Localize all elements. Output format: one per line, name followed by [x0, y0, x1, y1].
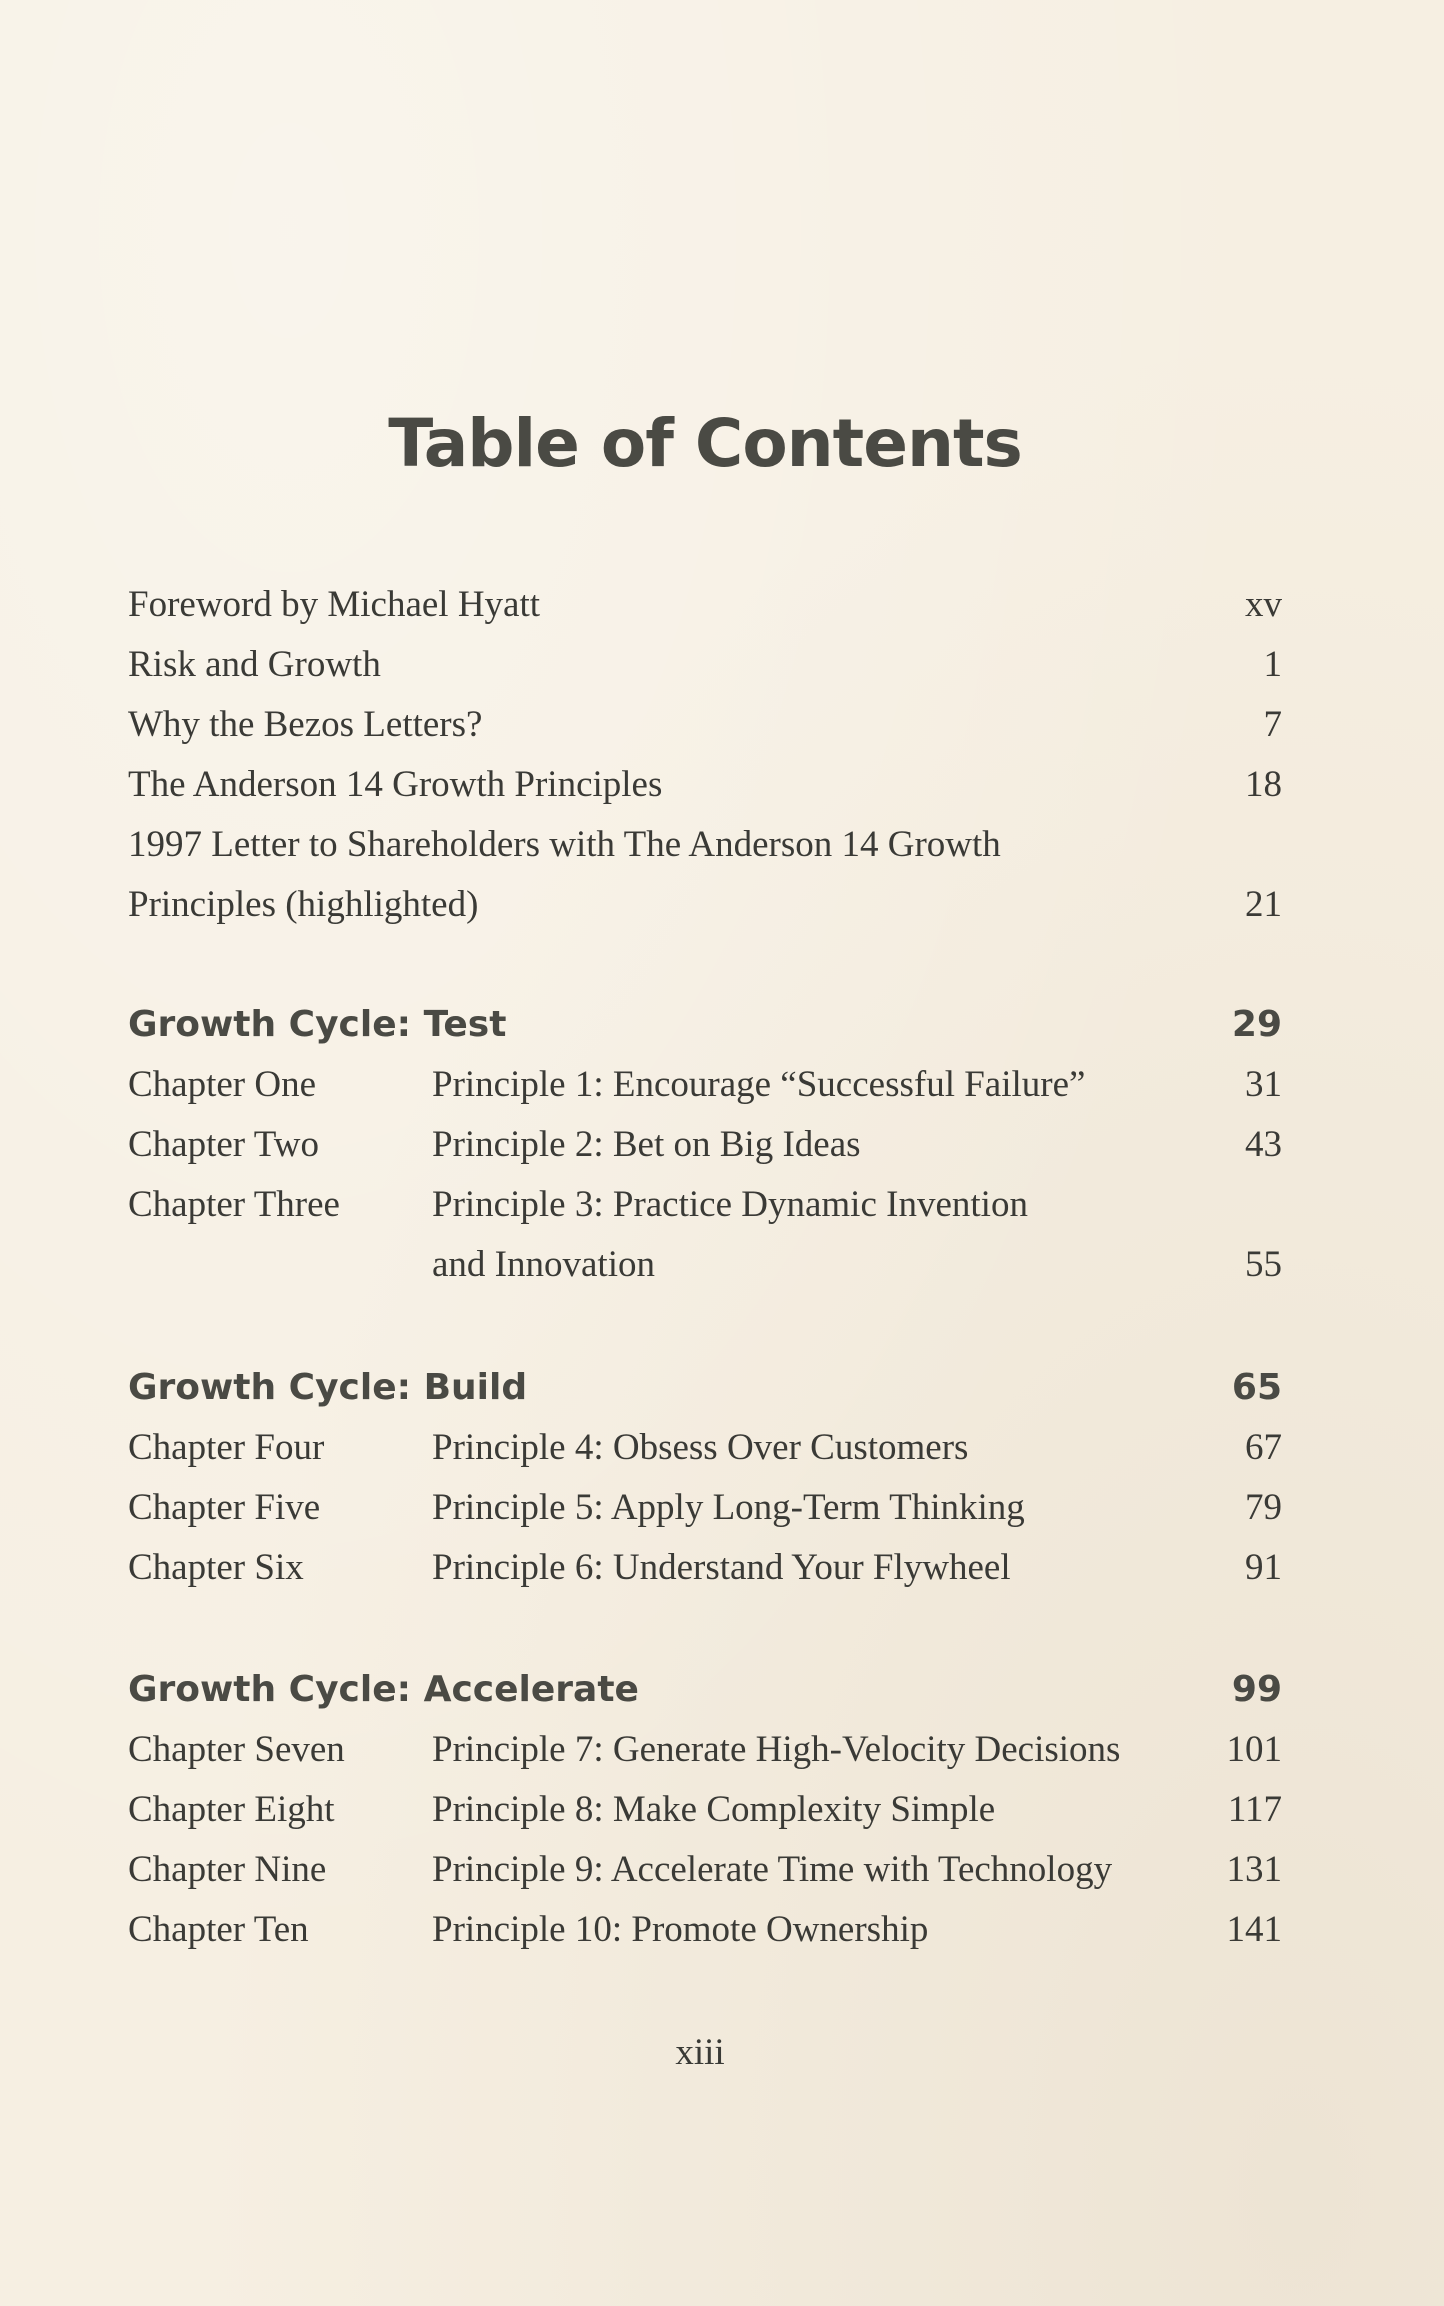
section-page: 29: [1231, 1004, 1282, 1045]
chapter-page: 31: [1245, 1064, 1282, 1105]
chapter-page: 67: [1245, 1427, 1282, 1468]
entry-page: 18: [1245, 764, 1282, 805]
entry-page: 1: [1263, 644, 1282, 685]
chapter-title: Principle 8: Make Complexity Simple: [432, 1789, 996, 1830]
toc-chapter-six[interactable]: [128, 1538, 1282, 1598]
chapter-title: Principle 2: Bet on Big Ideas: [432, 1124, 861, 1165]
section-heading-test[interactable]: [128, 995, 1282, 1055]
chapter-page: 79: [1245, 1487, 1282, 1528]
page-title: Table of Contents: [388, 405, 1022, 482]
chapter-title: Principle 3: Practice Dynamic Invention: [432, 1184, 1028, 1225]
toc-chapter-ten[interactable]: [128, 1900, 1282, 1960]
chapter-page: 55: [1245, 1244, 1282, 1285]
entry-page: xv: [1245, 584, 1282, 625]
chapter-title: Principle 9: Accelerate Time with Technology: [432, 1849, 1113, 1890]
chapter-label: Chapter Six: [128, 1547, 304, 1588]
toc-chapter-one[interactable]: [128, 1055, 1282, 1115]
chapter-page: 131: [1226, 1849, 1282, 1890]
toc-entry-foreword[interactable]: [128, 575, 1282, 635]
section-title: Growth Cycle: Accelerate: [128, 1669, 639, 1710]
chapter-title: Principle 7: Generate High-Velocity Decisions: [432, 1729, 1121, 1770]
entry-title: Foreword by Michael Hyatt: [128, 584, 541, 625]
toc-entry-1997-letter-cont[interactable]: [128, 875, 1282, 935]
toc-entry-anderson-principles[interactable]: [128, 755, 1282, 815]
entry-title-line2: Principles (highlighted): [128, 884, 479, 925]
chapter-title: Principle 4: Obsess Over Customers: [432, 1427, 969, 1468]
chapter-label: Chapter Nine: [128, 1849, 327, 1890]
chapter-label: Chapter Ten: [128, 1909, 309, 1950]
chapter-label: Chapter Seven: [128, 1729, 345, 1770]
chapter-label: Chapter One: [128, 1064, 317, 1105]
section-title: Growth Cycle: Build: [128, 1367, 528, 1408]
page-number-footer: xiii: [675, 2032, 725, 2073]
entry-page: 7: [1263, 704, 1282, 745]
chapter-title: Principle 10: Promote Ownership: [432, 1909, 929, 1950]
section-title: Growth Cycle: Test: [128, 1004, 507, 1045]
section-page: 65: [1231, 1367, 1282, 1408]
entry-title: Risk and Growth: [128, 644, 381, 685]
chapter-title-line2: and Innovation: [432, 1244, 655, 1285]
chapter-page: 43: [1245, 1124, 1282, 1165]
entry-title-line1: 1997 Letter to Shareholders with The Anderson 14 Growth: [128, 824, 1001, 865]
chapter-title: Principle 5: Apply Long-Term Thinking: [432, 1487, 1025, 1528]
toc-chapter-eight[interactable]: [128, 1780, 1282, 1840]
toc-chapter-nine[interactable]: [128, 1840, 1282, 1900]
chapter-page: 141: [1226, 1909, 1282, 1950]
toc-chapter-four[interactable]: [128, 1418, 1282, 1478]
section-page: 99: [1231, 1669, 1282, 1710]
chapter-title: Principle 6: Understand Your Flywheel: [432, 1547, 1011, 1588]
toc-entry-why-bezos-letters[interactable]: [128, 695, 1282, 755]
chapter-page: 117: [1227, 1789, 1282, 1830]
toc-entry-risk-and-growth[interactable]: [128, 635, 1282, 695]
toc-entry-1997-letter[interactable]: [128, 815, 1282, 875]
chapter-label: Chapter Three: [128, 1184, 340, 1225]
chapter-page: 101: [1226, 1729, 1282, 1770]
toc-chapter-two[interactable]: [128, 1115, 1282, 1175]
toc-chapter-seven[interactable]: [128, 1720, 1282, 1780]
chapter-label: Chapter Five: [128, 1487, 321, 1528]
chapter-label: Chapter Two: [128, 1124, 319, 1165]
section-heading-accelerate[interactable]: [128, 1660, 1282, 1720]
entry-page: 21: [1245, 884, 1282, 925]
toc-chapter-three[interactable]: [128, 1175, 1282, 1235]
chapter-page: 91: [1245, 1547, 1282, 1588]
chapter-title: Principle 1: Encourage “Successful Failure”: [432, 1064, 1086, 1105]
toc-chapter-five[interactable]: [128, 1478, 1282, 1538]
entry-title: The Anderson 14 Growth Principles: [128, 764, 663, 805]
section-heading-build[interactable]: [128, 1358, 1282, 1418]
chapter-label: Chapter Eight: [128, 1789, 335, 1830]
chapter-label: Chapter Four: [128, 1427, 325, 1468]
entry-title: Why the Bezos Letters?: [128, 704, 483, 745]
toc-chapter-three-cont[interactable]: [128, 1235, 1282, 1295]
